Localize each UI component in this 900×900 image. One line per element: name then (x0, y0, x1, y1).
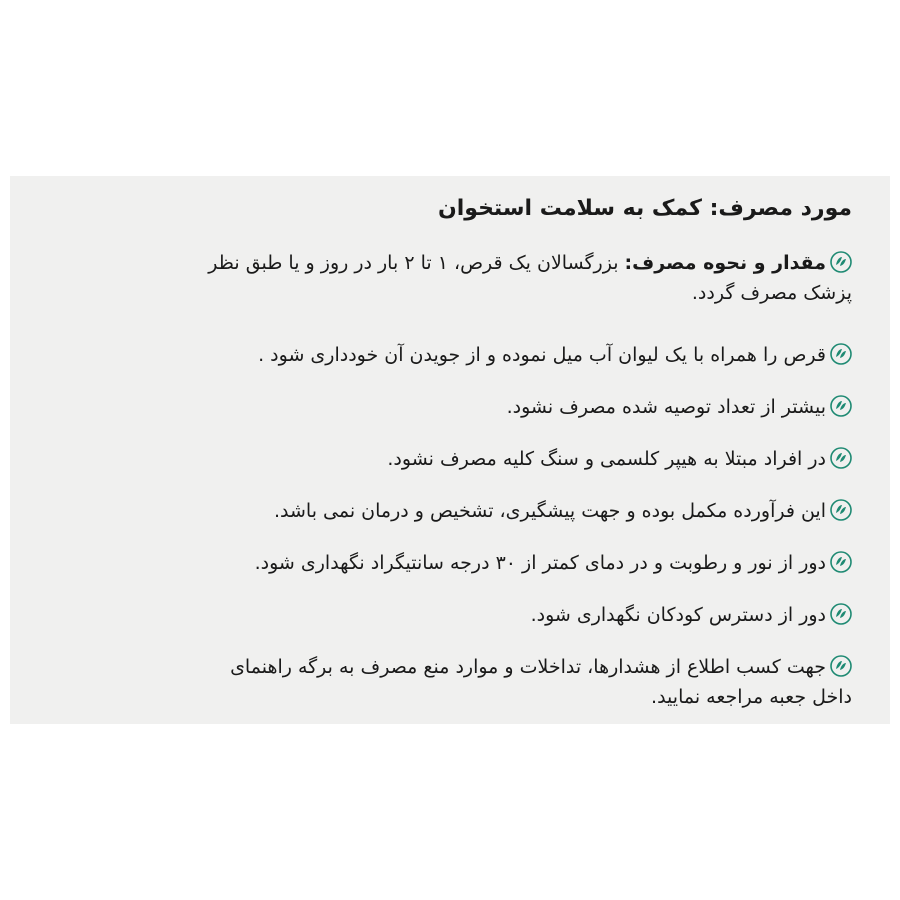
list-item (274, 496, 852, 526)
item-text-continued: پزشک مصرف گردد. (691, 282, 852, 304)
item-text: جهت کسب اطلاع از هشدارها، تداخلات و موارد منع مصرف به برگه راهنمای (230, 656, 826, 678)
list-item (208, 248, 852, 308)
dosage-label: مقدار و نحوه مصرف: (624, 252, 826, 274)
item-text: قرص را همراه با یک لیوان آب میل نموده و از جویدن آن خودداری شود . (258, 344, 826, 366)
item-text-continued: داخل جعبه مراجعه نمایید. (651, 686, 852, 708)
list-item (258, 340, 852, 370)
info-card (10, 176, 890, 724)
item-text: دور از دسترس کودکان نگهداری شود. (530, 604, 826, 626)
item-text: در افراد مبتلا به هیپر کلسمی و سنگ کلیه مصرف نشود. (387, 448, 826, 470)
item-text: بزرگسالان یک قرص، ۱ تا ۲ بار در روز و یا طبق نظر (208, 252, 625, 274)
item-text: دور از نور و رطوبت و در دمای کمتر از ۳۰ درجه سانتیگراد نگهداری شود. (254, 552, 826, 574)
leaf-logo-icon (830, 395, 852, 417)
list-item (387, 444, 852, 474)
list-item (531, 600, 852, 630)
leaf-logo-icon (830, 603, 852, 625)
leaf-logo-icon (830, 499, 852, 521)
list-item (255, 548, 852, 578)
list-item (507, 392, 852, 422)
leaf-logo-icon (830, 551, 852, 573)
leaf-logo-icon (830, 343, 852, 365)
item-text: این فرآورده مکمل بوده و جهت پیشگیری، تشخیص و درمان نمی باشد. (273, 500, 826, 522)
usage-heading: مورد مصرف: کمک به سلامت استخوان (437, 196, 852, 221)
leaf-logo-icon (830, 447, 852, 469)
leaf-logo-icon (830, 655, 852, 677)
list-item (230, 652, 852, 712)
leaf-logo-icon (830, 251, 852, 273)
item-text: بیشتر از تعداد توصیه شده مصرف نشود. (506, 396, 826, 418)
